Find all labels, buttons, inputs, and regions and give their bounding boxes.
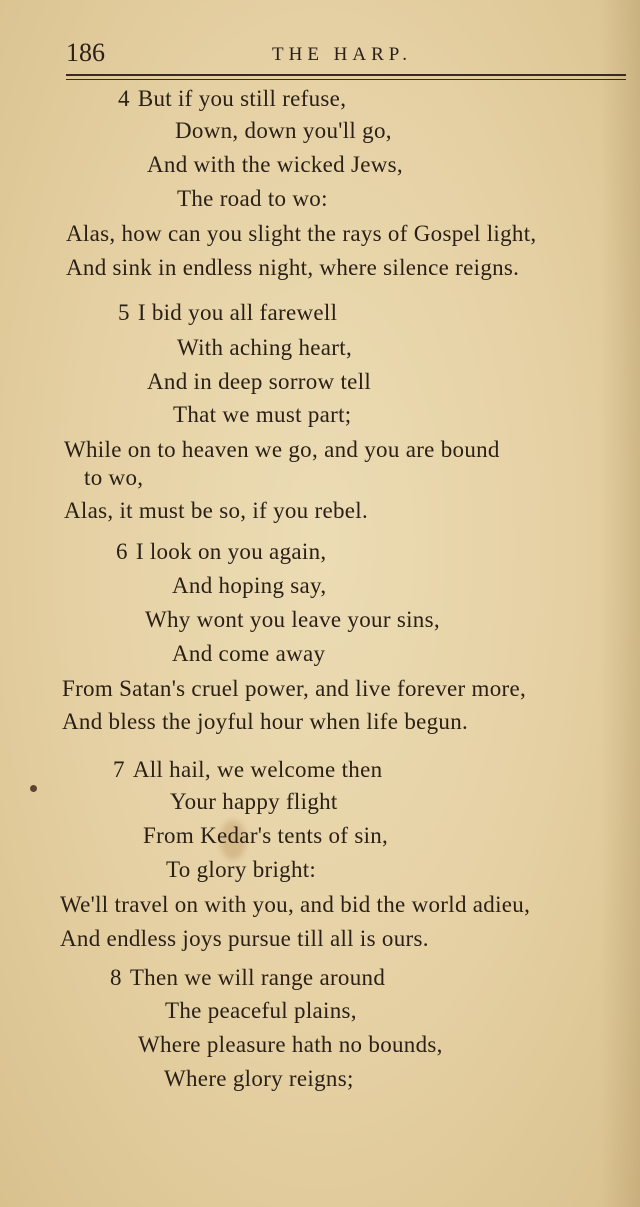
stanza-8-line-1 xyxy=(110,965,385,991)
stanza-4-line-6: And sink in endless night, where silence reigns. xyxy=(66,255,520,280)
stanza-7-line-5: We'll travel on with you, and bid the world adieu, xyxy=(60,892,531,917)
stanza-7-line-4: To glory bright: xyxy=(166,857,317,882)
verse-line: I look on you again, xyxy=(135,539,327,564)
stanza-4-line-3: And with the wicked Jews, xyxy=(147,152,403,177)
stanza-5-line-2: With aching heart, xyxy=(177,335,352,360)
running-title: THE HARP. xyxy=(272,44,413,65)
stanza-4-line-1 xyxy=(118,86,346,112)
stanza-number: 4 xyxy=(118,86,130,111)
stanza-5-line-3: And in deep sorrow tell xyxy=(147,369,372,394)
stanza-6-line-4: And come away xyxy=(172,641,326,666)
stanza-6-line-1 xyxy=(116,539,326,565)
header-rule xyxy=(66,74,626,76)
verse-line: But if you still refuse, xyxy=(137,86,347,111)
stanza-8-line-4: Where glory reigns; xyxy=(164,1066,354,1091)
stanza-7-line-2: Your happy flight xyxy=(170,789,338,814)
header-rule-thin xyxy=(66,79,626,80)
stanza-4-line-4: The road to wo: xyxy=(177,186,328,211)
stanza-7-line-3: From Kedar's tents of sin, xyxy=(143,823,389,848)
stanza-6-line-5: From Satan's cruel power, and live forever more, xyxy=(62,676,527,701)
stanza-7-line-6: And endless joys pursue till all is ours. xyxy=(60,926,429,951)
stanza-4-line-2: Down, down you'll go, xyxy=(175,118,392,143)
page-edge-shadow xyxy=(600,0,640,1207)
stanza-number: 7 xyxy=(113,757,125,782)
ink-spot xyxy=(30,785,37,792)
stanza-6-line-3: Why wont you leave your sins, xyxy=(145,607,440,632)
stanza-6-line-6: And bless the joyful hour when life begun. xyxy=(62,709,469,734)
page-header xyxy=(66,38,626,68)
stanza-5-line-5: While on to heaven we go, and you are bound xyxy=(64,437,500,462)
stanza-number: 8 xyxy=(110,965,122,990)
stanza-number: 5 xyxy=(118,300,130,325)
page-number: 186 xyxy=(66,38,105,67)
stanza-8-line-2: The peaceful plains, xyxy=(165,998,357,1023)
verse-line: I bid you all farewell xyxy=(137,300,338,325)
stanza-5-line-6: to wo, xyxy=(84,465,144,490)
stanza-5-line-1 xyxy=(118,300,337,326)
stanza-5-line-4: That we must part; xyxy=(173,402,352,427)
stanza-8-line-3: Where pleasure hath no bounds, xyxy=(138,1032,443,1057)
stanza-number: 6 xyxy=(116,539,128,564)
stanza-4-line-5: Alas, how can you slight the rays of Gospel light, xyxy=(66,221,537,246)
verse-line: All hail, we welcome then xyxy=(132,757,383,782)
verse-line: Then we will range around xyxy=(129,965,386,990)
stanza-7-line-1 xyxy=(113,757,382,783)
stanza-5-line-7: Alas, it must be so, if you rebel. xyxy=(64,498,369,523)
stanza-6-line-2: And hoping say, xyxy=(172,573,327,598)
